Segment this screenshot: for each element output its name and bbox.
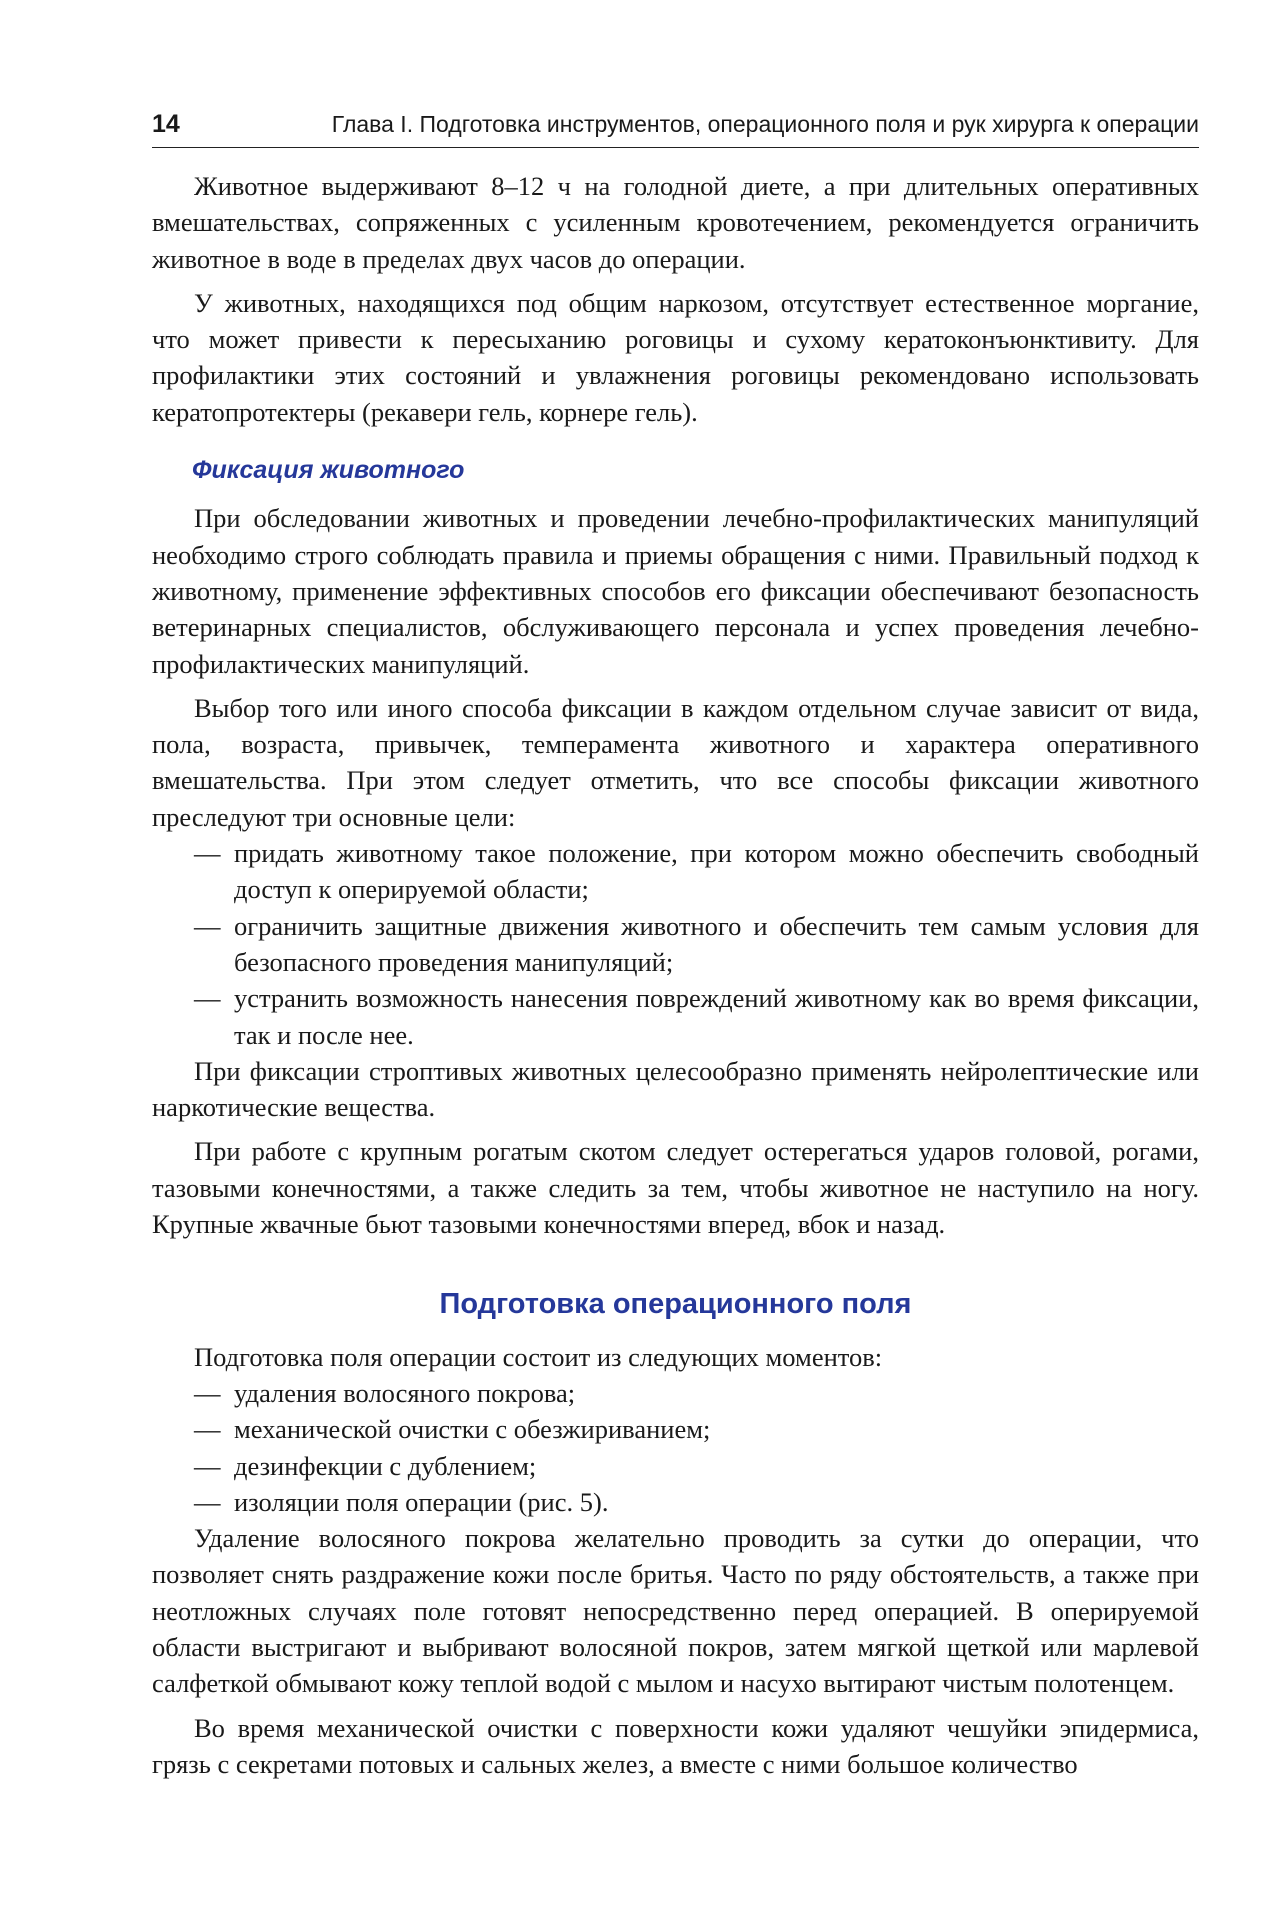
paragraph: Во время механической очистки с поверхности кожи удаляют чешуйки эпидермиса, грязь с секретами потовых и сальных желез, а вместе с ними большое количество: [152, 1712, 1199, 1779]
paragraph: Выбор того или иного способа фиксации в каждом отдельном случае зависит от вида, пола, возраста, привычек, темперамента животного и характера оперативного вмешательства. При этом следует отметить, что все способы фиксации животного преследуют три основные цели:: [152, 692, 1199, 832]
list-item-text: устранить возможность нанесения повреждений животному как во время фиксации, так и после нее.: [234, 983, 1199, 1050]
dash-marker: —: [194, 1486, 221, 1517]
paragraph: Животное выдерживают 8–12 ч на голодной диете, а при длительных оперативных вмешательствах, сопряженных с усиленным кровотечением, рекомендуется ограничить животное в воде в пределах двух часов до операции.: [152, 171, 1199, 274]
paragraph: Удаление волосяного покрова желательно проводить за сутки до операции, что позволяет снять раздражение кожи после бритья. Часто по ряду обстоятельств, а также при неотложных случаях поле готовят непосредственно перед операцией. В оперируемой области выстригают и выбривают волосяной покров, затем мягкой щеткой или марлевой салфеткой обмывают кожу теплой водой с мылом и насухо вытирают чистым полотенцем.: [152, 1523, 1199, 1699]
page-number: 14: [152, 110, 180, 138]
running-title: Глава I. Подготовка инструментов, операционного поля и рук хирурга к операции: [331, 111, 1199, 137]
list-item: [152, 835, 1199, 908]
list-item-text: изоляции поля операции (рис. 5).: [234, 1486, 609, 1517]
list-item: [152, 908, 1199, 981]
dash-marker: —: [194, 1414, 221, 1445]
list-item-text: механической очистки с обезжириванием;: [234, 1414, 711, 1445]
subheading-fixation: Фиксация животного: [192, 456, 465, 485]
dash-marker: —: [194, 983, 221, 1014]
list-item-text: дезинфекции с дублением;: [234, 1450, 537, 1481]
paragraph: Подготовка поля операции состоит из следующих моментов:: [194, 1341, 883, 1372]
book-page: [152, 110, 1199, 1782]
list-item-text: придать животному такое положение, при котором можно обеспечить свободный доступ к оперируемой области;: [234, 838, 1199, 905]
list-item: [152, 980, 1199, 1053]
page-body: [152, 168, 1199, 1782]
page-header: [152, 110, 1199, 148]
list-item: [152, 1484, 1199, 1520]
list-item-text: ограничить защитные движения животного и обеспечить тем самым условия для безопасного проведения манипуляций;: [234, 910, 1199, 977]
dash-marker: —: [194, 1450, 221, 1481]
paragraph: При фиксации строптивых животных целесообразно применять нейролептические или наркотические вещества.: [152, 1055, 1199, 1123]
field-prep-steps-list: [152, 1375, 1199, 1520]
dash-marker: —: [194, 838, 221, 869]
list-item-text: удаления волосяного покрова;: [234, 1377, 576, 1408]
list-item: [152, 1375, 1199, 1411]
paragraph: При работе с крупным рогатым скотом следует остерегаться ударов головой, рогами, тазовыми конечностями, а также следить за тем, чтобы животное не наступило на ногу. Крупные жвачные бьют тазовыми конечностями вперед, вбок и назад.: [152, 1136, 1199, 1240]
paragraph: У животных, находящихся под общим наркозом, отсутствует естественное моргание, что может привести к пересыханию роговицы и сухому кератоконъюнктивиту. Для профилактики этих состояний и увлажнения роговицы рекомендовано использовать кератопротектеры (рекавери гель, корнере гель).: [152, 287, 1199, 427]
fixation-goals-list: [152, 835, 1199, 1053]
dash-marker: —: [194, 910, 221, 941]
dash-marker: —: [194, 1377, 221, 1408]
section-title-field-prep: Подготовка операционного поля: [439, 1288, 912, 1321]
list-item: [152, 1448, 1199, 1484]
list-item: [152, 1411, 1199, 1447]
paragraph: При обследовании животных и проведении лечебно-профилактических манипуляций необходимо строго соблюдать правила и приемы обращения с ними. Правильный подход к животному, применение эффективных способов его фиксации обеспечивают безопасность ветеринарных специалистов, обслуживающего персонала и успех проведения лечебно-профилактических манипуляций.: [152, 503, 1199, 679]
